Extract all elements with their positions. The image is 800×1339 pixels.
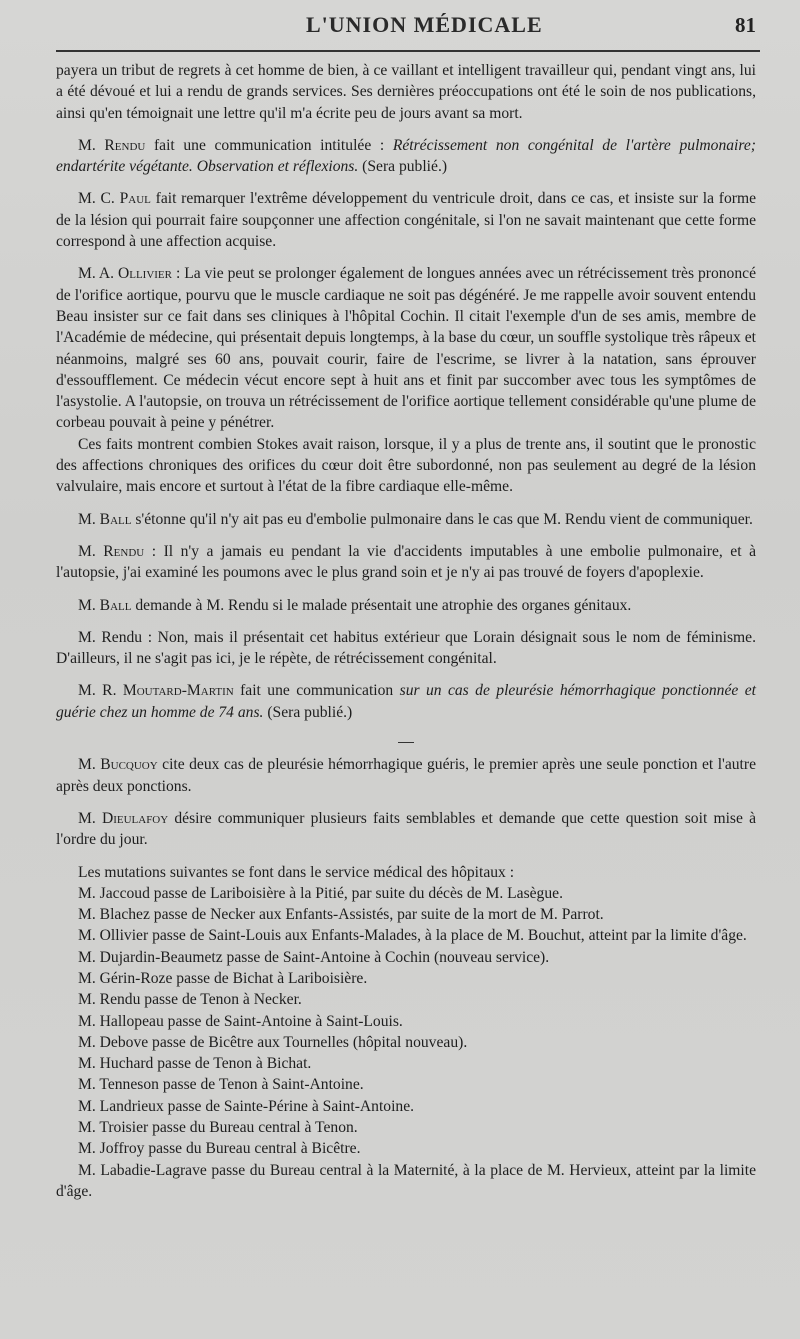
paragraph-text: : Il n'y a jamais eu pendant la vie d'accidents imputables à une embolie pulmonaire, et à l'autopsie, j'ai examiné les poumons avec le plus grand soin et je n'y ai pas trouvé de foyers d'apoplexie. [56,542,756,582]
paragraph [56,680,756,723]
mutations-list [56,883,756,1202]
speaker-name: M. Rendu [78,136,146,154]
mutation-item: M. Jaccoud passe de Lariboisière à la Pitié, par suite du décès de M. Lasègue. [78,884,563,902]
speaker-name: M. Bucquoy [78,756,158,774]
section-divider [56,729,756,750]
paragraph-text: : La vie peut se prolonger également de longues années avec un rétrécissement très prononcé de l'orifice aortique, pourvu que le muscle cardiaque ne soit pas dégénéré. Je me rappelle avoir souvent entendu Beau insister sur ce fait dans ses cliniques à l'hôpital Cochin. Il citait l'exemple d'un de ses amis, membre de l'Académie de médecine, qui présentait depuis longtemps, à la base du cœur, un souffle systolique très râpeux et néanmoins, malgré ses 60 ans, pouvait courir, faire de l'escrime, se livrer à la natation, sans éprouver d'essoufflement. Ce médecin vécut encore sept à huit ans et finit par succomber avec tous les symptômes de l'asystolie. A l'autopsie, on trouva un rétrécissement de l'orifice aortique tellement considérable qu'une plume de corbeau pouvait à peine y pénétrer. [56,265,756,432]
mutations-intro: Les mutations suivantes se font dans le service médical des hôpitaux : [78,863,515,881]
paragraph-text: demande à M. Rendu si le malade présentait une atrophie des organes génitaux. [131,596,632,614]
paragraph [56,188,756,252]
mutation-item: M. Dujardin-Beaumetz passe de Saint-Antoine à Cochin (nouveau service). [78,948,550,966]
speaker-name: M. Rendu [78,628,143,646]
mutation-item: M. Troisier passe du Bureau central à Tenon. [78,1119,358,1137]
mutation-item: M. Gérin-Roze passe de Bichat à Lariboisière. [78,969,368,987]
paragraph [56,754,756,797]
speaker-name: M. R. Moutard-Martin [78,682,234,700]
paragraph-text: fait une communication [233,682,400,700]
speaker-name: M. A. Ollivier [78,265,172,283]
paragraph-text: fait remarquer l'extrême développement du ventricule droit, dans ce cas, et insiste sur la forme de la lésion qui pourrait faire soupçonner une affection congénitale, si l'on ne savait maintenant que cette forme correspond à une affection acquise. [56,190,756,251]
header-rule [56,50,760,52]
mutation-item: M. Debove passe de Bicêtre aux Tournelles (hôpital nouveau). [78,1033,468,1051]
running-title: L'UNION MÉDICALE [306,12,543,37]
speaker-name: M. Ball [78,510,132,528]
paragraph-text: désire communiquer plusieurs faits semblables et demande que cette question soit mise à l'ordre du jour. [56,809,756,849]
paragraph [56,263,756,433]
speaker-name: M. Rendu [78,542,145,560]
paragraph-text: fait une communication intitulée : [145,136,393,154]
paragraph-text: cite deux cas de pleurésie hémorrhagique guéris, le premier après une seule ponction et l'autre après deux ponctions. [56,756,757,795]
paragraph: payera un tribut de regrets à cet homme de bien, à ce vaillant et intelligent travailleur qui, pendant vingt ans, lui a été dévoué et lui a rendu de grands services. Ses dernières préoccupations ont été le soin de nos publications, ainsi qu'en témoignait une lettre qu'il m'a écrite peu de jours avant sa mort. [56,62,756,122]
paragraph-text: (Sera publié.) [358,158,448,176]
paragraph-text: : Non, mais il présentait cet habitus extérieur que Lorain désignait sous le nom de féminisme. D'ailleurs, il ne s'agit pas ici, je le répète, de rétrécissement congénital. [56,628,757,668]
paragraph [56,509,756,530]
paragraph-text: s'étonne qu'il n'y ait pas eu d'embolie pulmonaire dans le cas que M. Rendu vient de communiquer. [131,510,753,528]
mutation-item: M. Landrieux passe de Sainte-Périne à Saint-Antoine. [78,1097,415,1115]
paragraph [56,808,756,851]
mutation-item: M. Huchard passe de Tenon à Bichat. [78,1055,312,1073]
mutation-item: M. Ollivier passe de Saint-Louis aux Enfants-Malades, à la place de M. Bouchut, atteint par la limite d'âge. [78,927,747,945]
paragraph [56,595,756,616]
mutation-item: M. Blachez passe de Necker aux Enfants-Assistés, par suite de la mort de M. Parrot. [78,906,604,924]
mutation-item: M. Joffroy passe du Bureau central à Bicêtre. [78,1140,361,1158]
speaker-name: M. Ball [78,596,132,614]
speaker-name: M. C. Paul [78,190,151,208]
communication-title: sur un cas de pleurésie hémorrhagique ponctionnée et guérie chez un homme de 74 ans. [56,682,756,721]
mutation-item: M. Tenneson passe de Tenon à Saint-Antoine. [78,1076,364,1094]
page-number: 81 [735,13,756,37]
paragraph [56,135,756,178]
speaker-name: M. Dieulafoy [78,809,169,827]
mutation-item: M. Labadie-Lagrave passe du Bureau central à la Maternité, à la place de M. Hervieux, atteint par la limite d'âge. [56,1161,756,1200]
mutation-item: M. Hallopeau passe de Saint-Antoine à Saint-Louis. [78,1012,403,1030]
body-text [56,60,756,1202]
page-header [56,12,756,46]
mutation-item: M. Rendu passe de Tenon à Necker. [78,991,302,1009]
communication-title: Rétrécissement non congénital de l'artère pulmonaire; endartérite végétante. Observation et réflexions. [56,136,756,176]
paragraph [56,627,756,670]
paragraph-text: (Sera publié.) [263,703,353,721]
paragraph: Ces faits montrent combien Stokes avait raison, lorsque, il y a plus de trente ans, il soutint que le pronostic des affections chroniques des orifices du cœur doit être subordonné, non pas seulement au degré de la lésion valvulaire, mais encore et surtout à l'état de la fibre cardiaque elle-même. [56,435,756,496]
paragraph [56,541,756,584]
